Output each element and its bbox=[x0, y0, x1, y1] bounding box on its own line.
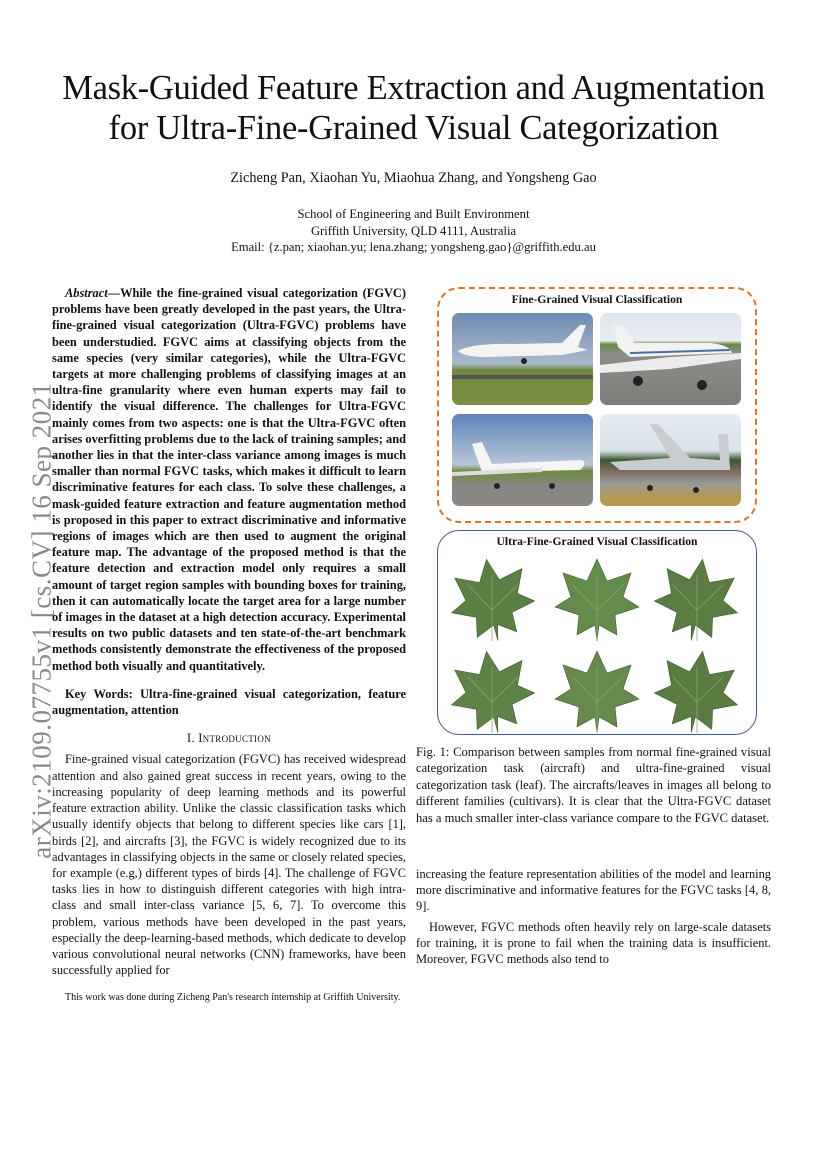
title-line: Mask-Guided Feature Extraction and Augmentation bbox=[62, 69, 765, 107]
section-heading: I. Introduction bbox=[187, 731, 271, 746]
paragraph-continuation: increasing the feature representation abilities of the model and learning more discriminative and informative features for the FGVC tasks [4, 8, 9]. bbox=[416, 867, 771, 914]
paper-title bbox=[0, 68, 827, 148]
affiliation-university: Griffith University, QLD 4111, Australia bbox=[310, 223, 517, 238]
intro-paragraph: Fine-grained visual categorization (FGVC) has received widespread attention and also gained great success in recent years, owing to the increasing popularity of deep learning methods and its powerful feature extraction ability. Unlike the classic classification tasks which usually identify objects that belong to different species like cars [1], birds [2], and aircrafts [3], the FGVC is widely recognized due to its advantages in classifying objects in the same or closely related species, for example (e.g,) different types of birds [4]. The challenge of FGVC tasks lies in how to distinguish different categories with high intra-class and small inter-class variance [5, 6, 7]. To overcome this problem, various methods have been developed in the past years, especially the deep-learning-based methods, which dedicate to develop various convolutional neural networks (CNN) frameworks, have been successfully applied for bbox=[52, 752, 406, 978]
right-column-text bbox=[416, 866, 771, 967]
leaf-image bbox=[448, 555, 536, 643]
aircraft-icon bbox=[452, 313, 593, 405]
affiliation bbox=[0, 206, 827, 256]
keywords: Key Words: Ultra-fine-grained visual categorization, feature augmentation, attention bbox=[52, 686, 406, 718]
aircraft-photo bbox=[452, 414, 593, 506]
fgvc-panel bbox=[437, 287, 757, 523]
abstract-label: Abstract bbox=[65, 286, 108, 300]
title-line: for Ultra-Fine-Grained Visual Categorization bbox=[108, 109, 719, 147]
leaf-image bbox=[448, 647, 536, 735]
panel-title: Ultra-Fine-Grained Visual Classification bbox=[496, 535, 698, 548]
panel-title: Fine-Grained Visual Classification bbox=[511, 293, 683, 306]
leaf-image bbox=[553, 555, 641, 643]
aircraft-photo bbox=[452, 313, 593, 405]
affiliation-email: Email: {z.pan; xiaohan.yu; lena.zhang; yongsheng.gao}@griffith.edu.au bbox=[231, 240, 596, 254]
abstract bbox=[52, 285, 406, 718]
left-column bbox=[52, 285, 406, 1004]
affiliation-school: School of Engineering and Built Environment bbox=[297, 207, 530, 221]
paragraph: However, FGVC methods often heavily rely on large-scale datasets for training, it is prone to fail when the training data is insufficient. Moreover, FGVC methods also tend to bbox=[416, 919, 771, 967]
leaf-image bbox=[653, 555, 741, 643]
ultra-fgvc-panel bbox=[437, 530, 757, 735]
figure-caption: Fig. 1: Comparison between samples from normal fine-grained visual categorization task (aircraft) and ultra-fine-grained visual categorization task (leaf). The aircrafts/leaves in images all belong to different families (cultivars). It is clear that the Ultra-FGVC dataset has a much smaller inter-class variance compare to the FGVC dataset. bbox=[416, 745, 771, 825]
aircraft-photo bbox=[600, 313, 741, 405]
aircraft-photo bbox=[600, 414, 741, 506]
leaf-image bbox=[553, 647, 641, 735]
aircraft-icon bbox=[452, 414, 593, 506]
footnote: This work was done during Zicheng Pan's research internship at Griffith University. bbox=[65, 992, 401, 1004]
leaf-image bbox=[653, 647, 741, 735]
arxiv-identifier: arXiv:2109.07755v1 [cs.CV] 16 Sep 2021 bbox=[26, 382, 57, 859]
authors: Zicheng Pan, Xiaohan Yu, Miaohua Zhang, and Yongsheng Gao bbox=[230, 170, 597, 186]
aircraft-icon bbox=[600, 313, 741, 405]
introduction bbox=[52, 730, 406, 978]
abstract-text: —While the fine-grained visual categorization (FGVC) problems have been greatly developed in the past years, the Ultra-fine-grained visual categorization (Ultra-FGVC) problems have been understudied. FGVC aims at classifying objects from the same species (very similar categories), while the Ultra-FGVC targets at more challenging problems of classifying images at an ultra-fine granularity where even human experts may fail to identify the visual difference. The challenges for Ultra-FGVC mainly comes from two aspects: one is that the Ultra-FGVC often arises overfitting problems due to the lack of training samples; and another lies in that the inter-class variance among images is much smaller than normal FGVC tasks, which makes it difficult to learn discriminative features for each class. To solve these challenges, a mask-guided feature extraction and feature augmentation method is proposed in this paper to extract discriminative and informative regions of images which are then used to augment the original feature map. The advantage of the proposed method is that the feature detection and extraction model only requires a small amount of target region samples with bounding boxes for training, then it can automatically locate the target area for a large number of images in the dataset at a high detection accuracy. Experimental results on two public datasets and ten state-of-the-art benchmark methods consistently demonstrate the effectiveness of the proposed method both visually and quantitatively. bbox=[52, 286, 406, 673]
right-column-lower bbox=[416, 744, 771, 967]
aircraft-icon bbox=[600, 414, 741, 506]
